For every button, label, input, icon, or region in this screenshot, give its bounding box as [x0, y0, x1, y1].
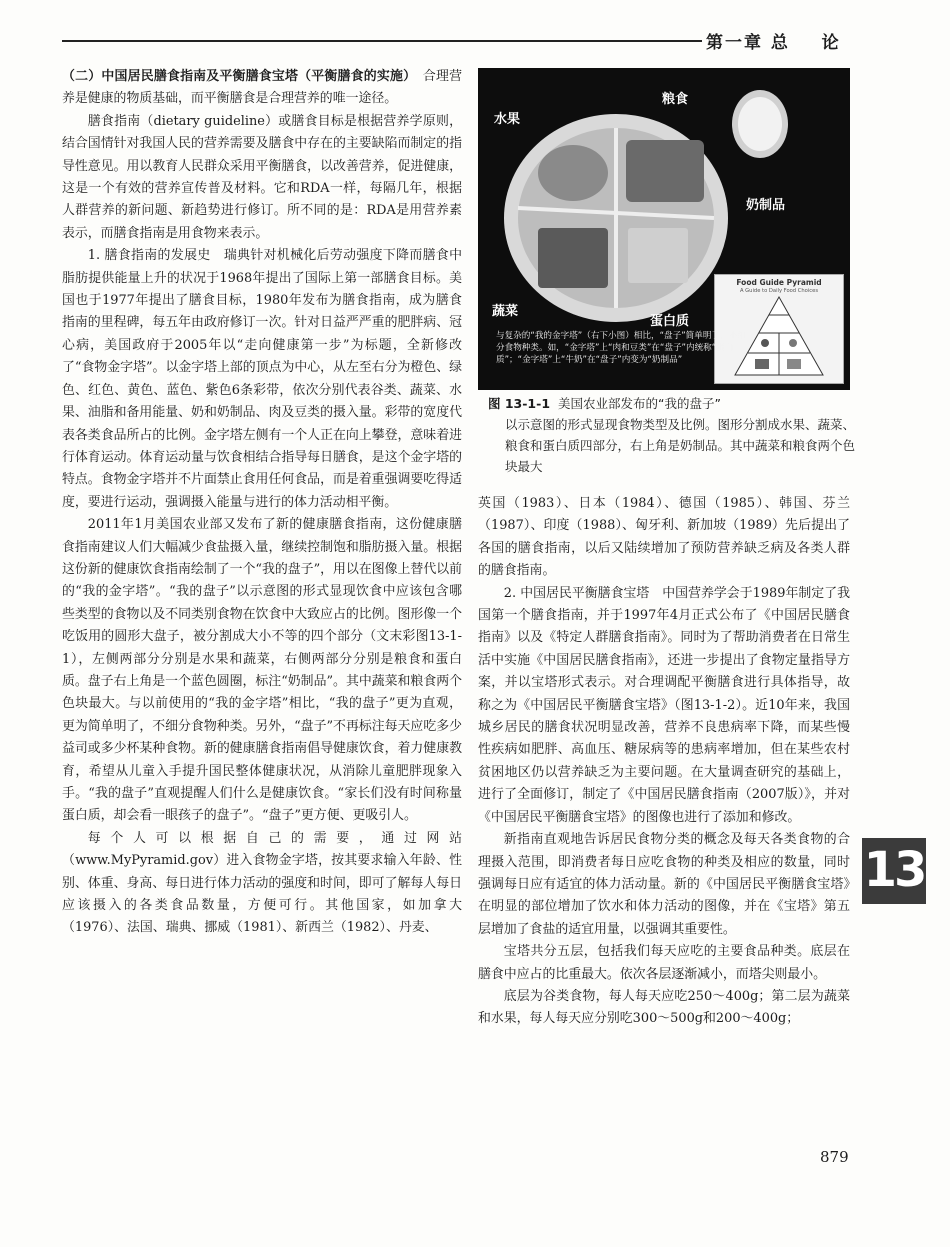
figure-caption — [488, 393, 858, 477]
paragraph: 英国（1983）、日本（1984）、德国（1985）、韩国、芬兰（1987）、印度（1988）、匈牙利、新加坡（1989）先后提出了各国的膳食指南，以后又陆续增加了预防营养缺乏病及各类人群的膳食指南。 — [478, 496, 850, 579]
fruit-label: 水果 — [494, 112, 521, 127]
paragraph: 2011年1月美国农业部又发布了新的健康膳食指南，这份健康膳食指南建议人们大幅减少食盐摄入量，继续控制饱和脂肪摄入量。根据这份新的健康饮食指南绘制了一个“我的盘子”，用以在图像上替代以前的“我的金字塔”。“我的盘子”以示意图的形式显现饮食中应该包含哪些类型的食物以及不同类别食物在饮食中大致应占的比例。图形像一个吃饭用的圆形大盘子，被分割成大小不等的四个部分（文末彩图13-1-1），左侧两部分分别是水果和蔬菜，右侧两部分分别是粮食和蛋白质。盘子右上角是一个蓝色圆圈，标注“奶制品”。其中蔬菜和粮食两个色块最大。与以前使用的“我的金字塔”相比，“我的盘子”更为直观，更为简单明了，不细分食物种类。另外，“盘子”不再标注每天应吃多少益司或多少杯某种食物。新的健康膳食指南倡导健康饮食，着力健康教育，希望从儿童入手提升国民整体健康状况，从消除儿童肥胖现象入手。“我的盘子”直观提醒人们什么是健康饮食。“家长们没有时间称量蛋白质，却会看一眼孩子的盘子”。“盘子”更方便、更吸引人。 — [62, 517, 462, 824]
paragraph: 每个人可以根据自己的需要，通过网站（www.MyPyramid.gov）进入食物金字塔，按其要求输入年龄、性别、体重、身高、每日进行体力活动的强度和时间，即可了解每人每日应该摄入的各类食品数量，方便可行。其他国家，如加拿大（1976）、法国、瑞典、挪威（1981）、新西兰（1982）、丹麦、 — [62, 830, 462, 936]
paragraph: 1. 膳食指南的发展史 瑞典针对机械化后劳动强度下降而膳食中脂肪提供能量上升的状况于1968年提出了国际上第一部膳食目标。美国也于1977年提出了膳食目标，1980年发布为膳食指南，成为膳食指南的里程碑，每五年由政府修订一次。针对日益严严重的肥胖病、冠心病，美国政府于2005年以“走向健康第一步”为标题，全新修改了“食物金字塔”。以金字塔上部的顶点为中心，从左至右分为橙色、绿色、红色、黄色、蓝色、紫色6条彩带，依次分别代表谷类、蔬菜、水果、油脂和备用能量、奶和奶制品、肉及豆类的摄入量。彩带的宽度代表各类食品所占的比例。金字塔左侧有一个人正在向上攀登，意味着进行体育运动。体育运动量与饮食相结合指导每日膳食，是这个金字塔的特点。食物金字塔并不片面禁止食用任何食品，而是着重强调要吃得适度，要进行运动，强调摄入能量与进行的体力活动相平衡。 — [62, 248, 462, 510]
caption-description: 以示意图的形式显现食物类型及比例。图形分割成水果、蔬菜、粮食和蛋白质四部分，右上角是奶制品。其中蔬菜和粮食两个色块最大 — [505, 417, 856, 474]
chapter-tab — [862, 838, 926, 904]
grain-portion — [626, 140, 704, 202]
pyramid-icon — [715, 275, 843, 383]
paragraph: 膳食指南（dietary guideline）或膳食目标是根据营养学原则，结合国情针对我国人民的营养需要及膳食中存在的主要缺陷而制定的指导性意见。用以教育人民群众采用平衡膳食，以改善营养，促进健康，这是一个有效的营养宣传普及材料。它和RDA一样，每隔几年，根据人群营养的新问题、新趋势进行修订。所不同的是：RDA是用营养素表示，而膳食指南是用食物来表示。 — [62, 113, 462, 241]
section-intro-paragraph — [62, 66, 462, 111]
dairy-label: 奶制品 — [746, 198, 786, 213]
food-pyramid-inset — [714, 274, 844, 384]
pyramid-subtitle: A Guide to Daily Food Choices — [739, 288, 819, 294]
caption-title-line — [488, 393, 858, 414]
header-rule — [62, 40, 702, 42]
pyramid-title: Food Guide Pyramid — [736, 278, 822, 287]
vegetable-label: 蔬菜 — [492, 304, 519, 319]
protein-portion — [628, 228, 688, 283]
left-column — [62, 66, 462, 940]
protein-label: 蛋白质 — [650, 314, 690, 329]
right-column — [478, 493, 850, 1031]
section-intro: 合理营养是健康的物质基础，而平衡膳食是合理营养的唯一途径。 — [62, 69, 463, 107]
dairy-glass-inner — [738, 97, 782, 151]
caption-title: 美国农业部发布的“我的盘子” — [558, 396, 721, 411]
vegetable-portion — [538, 228, 608, 288]
page-number: 879 — [820, 1148, 849, 1166]
fruit-portion — [538, 145, 608, 201]
section-heading: （二）中国居民膳食指南及平衡膳食宝塔（平衡膳食的实施） — [62, 69, 410, 84]
paragraph: 新指南直观地告诉居民食物分类的概念及每天各类食物的合理摄入范围，即消费者每日应吃食物的种类及相应的数量，同时强调每日应有适宜的体力活动量。新的《中国居民平衡膳食宝塔》在明显的部位增加了饮水和体力活动的图像，并在《宝塔》第五层增加了食盐的适宜用量，以强调其重要性。 — [478, 832, 850, 937]
caption-number: 图 13-1-1 — [488, 396, 551, 411]
grain-label: 粮食 — [662, 92, 689, 107]
chapter-number: 13 — [863, 842, 925, 898]
myplate-figure — [478, 68, 850, 390]
paragraph: 宝塔共分五层，包括我们每天应吃的主要食品种类。底层在膳食中应占的比重最大。依次各层逐渐减小，而塔尖则最小。 — [478, 944, 850, 982]
running-head: 第一章 总 论 — [706, 33, 841, 53]
paragraph: 底层为谷类食物，每人每天应吃250～400g；第二层为蔬菜和水果，每人每天应分别吃300～500g和200～400g； — [478, 988, 850, 1027]
figure-inset-caption: 与复杂的“我的金字塔”（右下小图）相比，“盘子”简单明了，不细分食物种类。如，“金字塔”上“肉和豆类”在“盘子”内统称“蛋白质”；“金字塔”上“牛奶”在“盘子”内变为“奶制品” — [496, 331, 746, 365]
paragraph: 2. 中国居民平衡膳食宝塔 中国营养学会于1989年制定了我国第一个膳食指南，并于1997年4月正式公布了《中国居民膳食指南》以及《特定人群膳食指南》。同时为了帮助消费者在日常生活中实施《中国居民膳食指南》，还进一步提出了食物定量指导方案，并以宝塔形式表示。对合理调配平衡膳食进行具体指导，故称之为《中国居民平衡膳食宝塔》（图13-1-2）。近10年来，我国城乡居民的膳食状况明显改善，营养不良患病率下降，而某些慢性疾病如肥胖、高血压、糖尿病等的患病率增加，但在某些农村贫困地区仍以营养缺乏为主要问题。在大量调查研究的基础上，进行了全面修订，制定了《中国居民膳食指南（2007版）》，并对《中国居民平衡膳食宝塔》的图像也进行了添加和修改。 — [478, 585, 850, 825]
